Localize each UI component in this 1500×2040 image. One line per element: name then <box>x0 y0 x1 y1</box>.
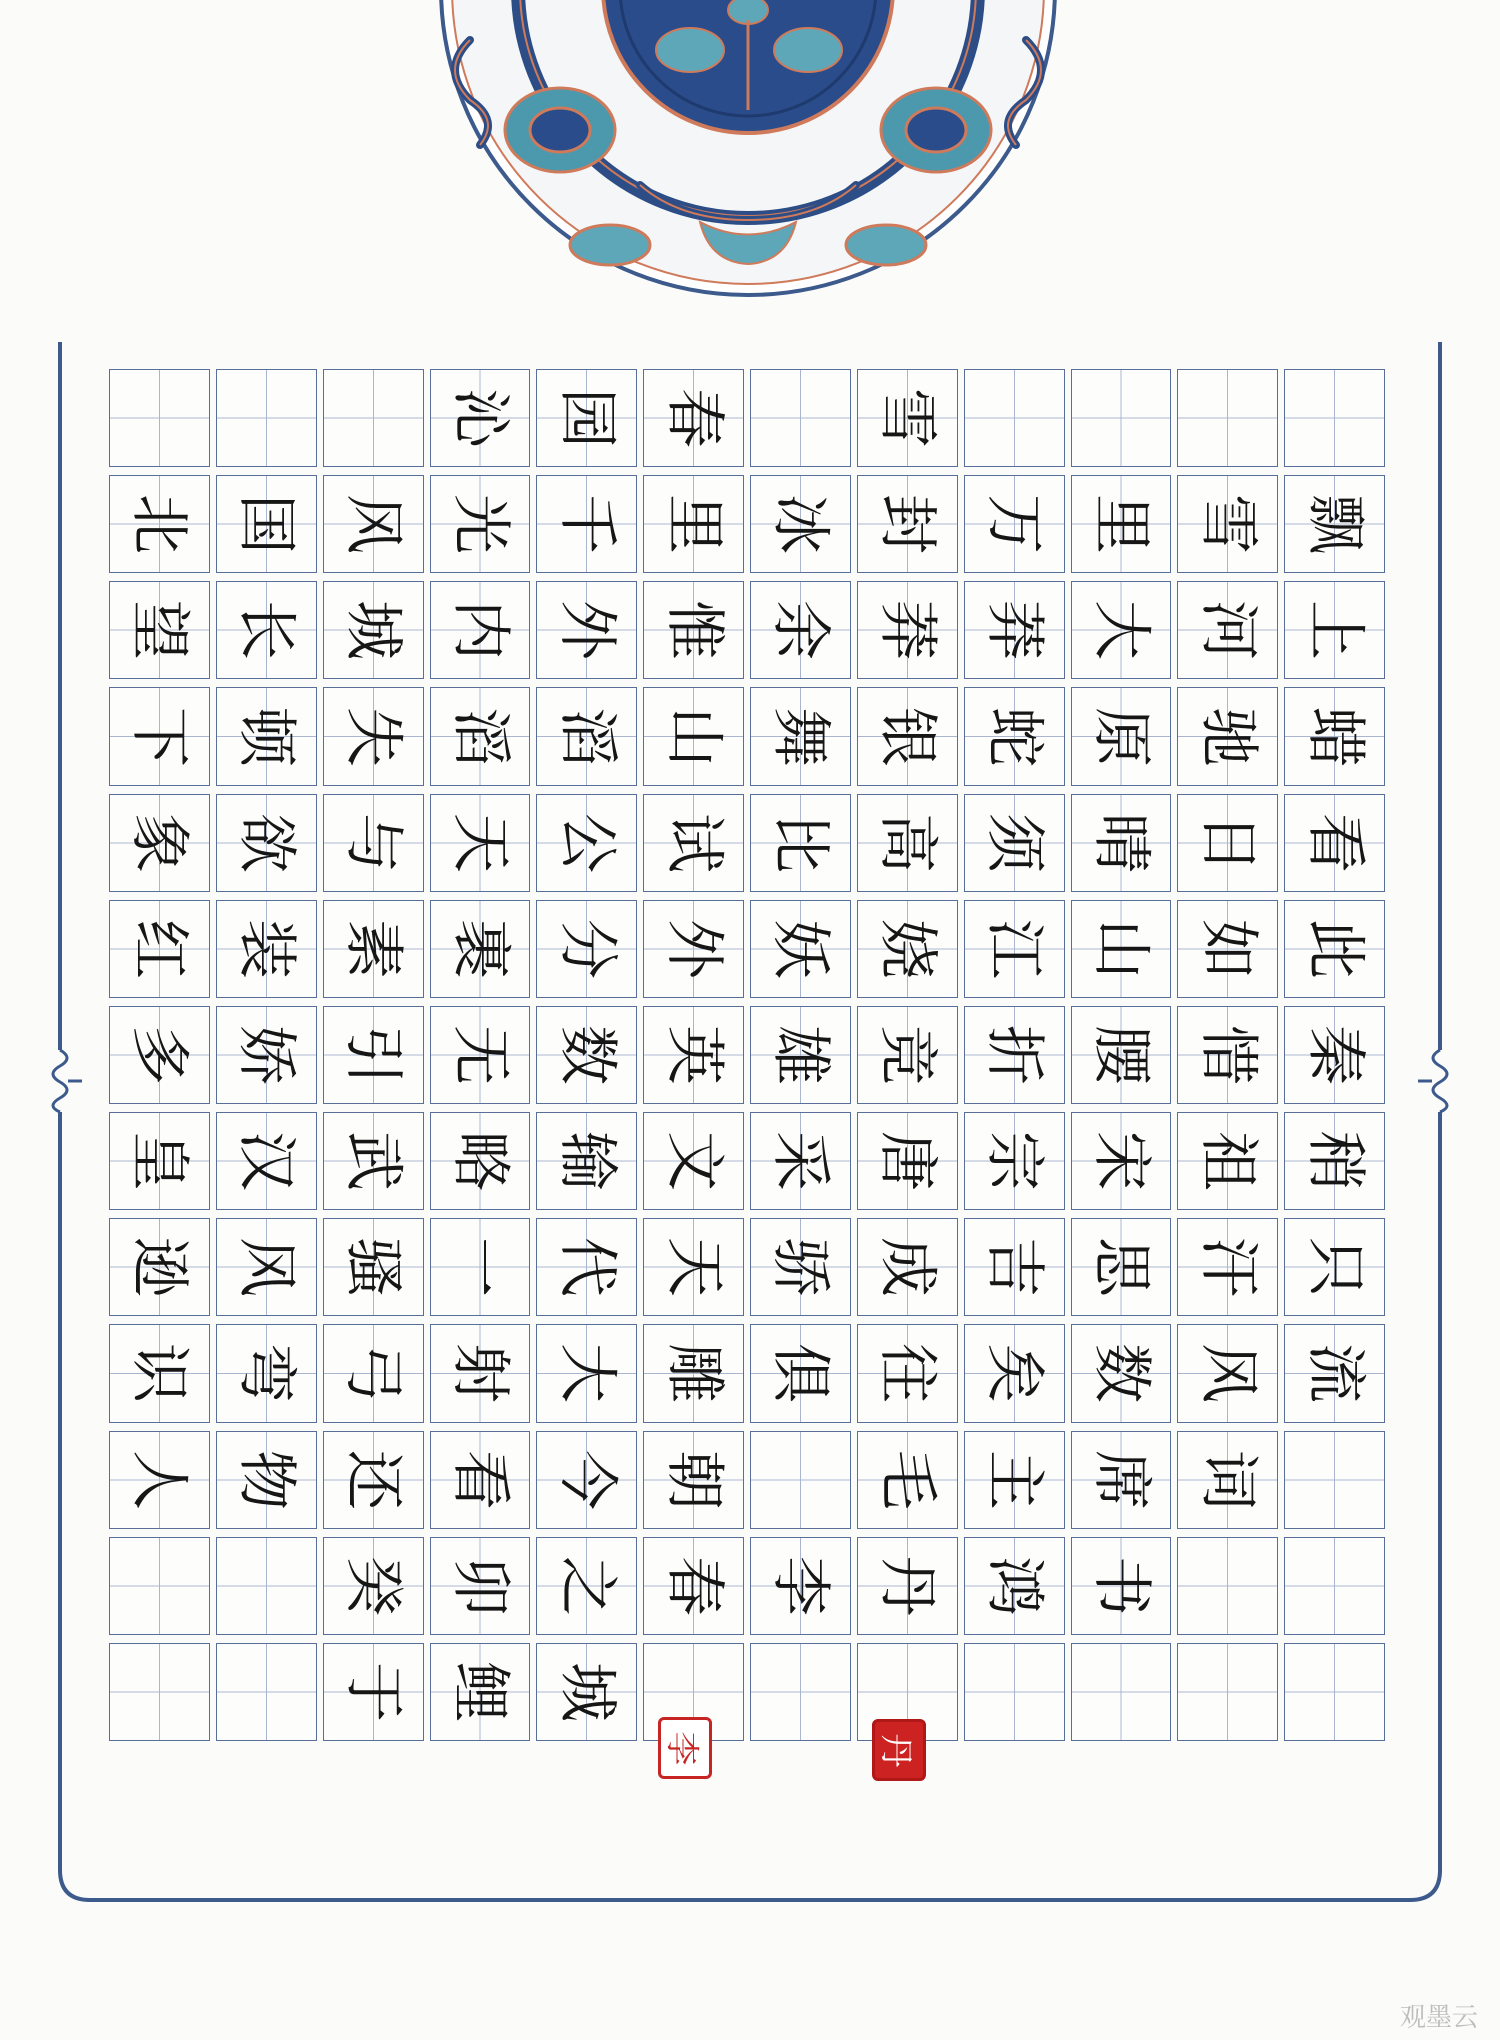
grid-cell <box>964 900 1065 998</box>
grid-cell <box>857 1537 958 1635</box>
calligraphy-character: 宗 <box>979 1131 1050 1192</box>
calligraphy-character: 多 <box>124 1024 195 1085</box>
calligraphy-character: 封 <box>872 494 943 555</box>
calligraphy-character: 日 <box>1192 812 1263 873</box>
calligraphy-character: 内 <box>444 600 515 661</box>
grid-cell <box>216 1643 317 1741</box>
grid-cell <box>750 369 851 467</box>
grid-cell <box>1071 1537 1172 1635</box>
calligraphy-character: 春 <box>658 1555 729 1616</box>
calligraphy-character: 望 <box>124 600 195 661</box>
calligraphy-character: 驰 <box>1192 706 1263 767</box>
calligraphy-character: 卯 <box>444 1555 515 1616</box>
grid-cell <box>536 1006 637 1104</box>
calligraphy-character: 丹 <box>872 1555 943 1616</box>
grid-cell <box>1071 1006 1172 1104</box>
grid-cell <box>750 900 851 998</box>
calligraphy-character: 国 <box>231 494 302 555</box>
calligraphy-character: 娇 <box>231 1024 302 1085</box>
calligraphy-character: 书 <box>1085 1555 1156 1616</box>
calligraphy-character: 只 <box>1299 1237 1370 1298</box>
calligraphy-character: 代 <box>551 1237 622 1298</box>
grid-cell <box>1284 1112 1385 1210</box>
grid-cell <box>536 1112 637 1210</box>
grid-cell <box>323 1324 424 1422</box>
grid-cell <box>109 687 210 785</box>
calligraphy-character: 之 <box>551 1555 622 1616</box>
grid-cell <box>750 1112 851 1210</box>
calligraphy-character: 往 <box>872 1343 943 1404</box>
grid-cell <box>216 369 317 467</box>
grid-cell <box>536 475 637 573</box>
calligraphy-character: 公 <box>551 812 622 873</box>
calligraphy-character: 武 <box>338 1131 409 1192</box>
calligraphy-character: 城 <box>551 1661 622 1722</box>
grid-cell <box>1177 1112 1278 1210</box>
grid-cell <box>857 475 958 573</box>
grid-cell <box>216 1112 317 1210</box>
calligraphy-character: 英 <box>658 1024 729 1085</box>
calligraphy-character: 飘 <box>1299 494 1370 555</box>
grid-cell <box>109 1324 210 1422</box>
grid-cell <box>750 1006 851 1104</box>
grid-cell <box>857 900 958 998</box>
grid-cell <box>964 1006 1065 1104</box>
grid-cell <box>1284 1643 1385 1741</box>
grid-cell <box>643 475 744 573</box>
calligraphy-character: 俱 <box>765 1343 836 1404</box>
calligraphy-character: 汗 <box>1192 1237 1263 1298</box>
grid-cell <box>857 1431 958 1529</box>
grid-cell <box>1071 794 1172 892</box>
calligraphy-character: 雄 <box>765 1024 836 1085</box>
grid-cell <box>1071 1643 1172 1741</box>
grid-cell <box>1177 475 1278 573</box>
grid-cell <box>216 1431 317 1529</box>
grid-cell <box>216 1218 317 1316</box>
calligraphy-character: 看 <box>1299 812 1370 873</box>
calligraphy-character: 唐 <box>872 1131 943 1192</box>
calligraphy-character: 山 <box>658 706 729 767</box>
calligraphy-character: 河 <box>1192 600 1263 661</box>
calligraphy-character: 竞 <box>872 1024 943 1085</box>
calligraphy-character: 红 <box>124 918 195 979</box>
calligraphy-character: 城 <box>338 600 409 661</box>
grid-cell <box>216 1537 317 1635</box>
grid-cell <box>323 794 424 892</box>
grid-cell <box>109 475 210 573</box>
calligraphy-character: 汉 <box>231 1131 302 1192</box>
grid-cell <box>1284 369 1385 467</box>
grid-cell <box>109 794 210 892</box>
grid-cell <box>643 1112 744 1210</box>
calligraphy-character: 天 <box>658 1237 729 1298</box>
calligraphy-character: 象 <box>124 812 195 873</box>
grid-cell <box>323 1112 424 1210</box>
calligraphy-character: 席 <box>1085 1449 1156 1510</box>
calligraphy-character: 看 <box>444 1449 515 1510</box>
calligraphy-character: 大 <box>1085 600 1156 661</box>
grid-cell <box>750 475 851 573</box>
grid-cell <box>964 794 1065 892</box>
grid-cell <box>1071 369 1172 467</box>
grid-cell <box>750 1431 851 1529</box>
grid-cell <box>1284 1431 1385 1529</box>
grid-cell <box>964 1431 1065 1529</box>
calligraphy-character: 皇 <box>124 1131 195 1192</box>
grid-cell <box>643 1218 744 1316</box>
calligraphy-character: 成 <box>872 1237 943 1298</box>
grid-cell <box>430 687 531 785</box>
calligraphy-character: 上 <box>1299 600 1370 661</box>
seal-stamp-dan <box>872 1719 926 1781</box>
seal-character: 李 <box>661 1731 702 1765</box>
calligraphy-character: 物 <box>231 1449 302 1510</box>
calligraphy-character: 蜡 <box>1299 706 1370 767</box>
calligraphy-character: 一 <box>444 1237 515 1298</box>
calligraphy-character: 北 <box>124 494 195 555</box>
grid-cell <box>643 687 744 785</box>
calligraphy-character: 惟 <box>658 600 729 661</box>
grid-cell <box>216 794 317 892</box>
calligraphy-character: 余 <box>765 600 836 661</box>
calligraphy-character: 略 <box>444 1131 515 1192</box>
calligraphy-character: 弓 <box>338 1343 409 1404</box>
calligraphy-character: 风 <box>231 1237 302 1298</box>
grid-cell <box>1177 581 1278 679</box>
calligraphy-character: 晴 <box>1085 812 1156 873</box>
calligraphy-character: 春 <box>658 388 729 449</box>
grid-cell <box>857 1218 958 1316</box>
grid-cell <box>643 794 744 892</box>
grid-cell <box>536 900 637 998</box>
calligraphy-character: 大 <box>551 1343 622 1404</box>
grid-cell <box>109 1218 210 1316</box>
grid-cell <box>109 1537 210 1635</box>
calligraphy-character: 无 <box>444 1024 515 1085</box>
grid-cell <box>323 1006 424 1104</box>
grid-cell <box>964 1324 1065 1422</box>
calligraphy-character: 秦 <box>1299 1024 1370 1085</box>
grid-cell <box>750 794 851 892</box>
calligraphy-character: 娆 <box>872 918 943 979</box>
grid-cell <box>430 1112 531 1210</box>
grid-cell <box>323 1431 424 1529</box>
grid-cell <box>536 687 637 785</box>
grid-cell <box>1071 1324 1172 1422</box>
grid-cell <box>750 687 851 785</box>
calligraphy-character: 原 <box>1085 706 1156 767</box>
calligraphy-character: 数 <box>551 1024 622 1085</box>
grid-cell <box>857 1006 958 1104</box>
calligraphy-character: 祖 <box>1192 1131 1263 1192</box>
calligraphy-character: 江 <box>979 918 1050 979</box>
grid-cell <box>536 1537 637 1635</box>
grid-cell <box>216 475 317 573</box>
calligraphy-character: 弯 <box>231 1343 302 1404</box>
calligraphy-character: 腰 <box>1085 1024 1156 1085</box>
calligraphy-character: 还 <box>338 1449 409 1510</box>
grid-cell <box>857 1112 958 1210</box>
grid-cell <box>857 369 958 467</box>
calligraphy-character: 逊 <box>124 1237 195 1298</box>
grid-cell <box>430 900 531 998</box>
grid-cell <box>643 581 744 679</box>
grid-cell <box>1071 1112 1172 1210</box>
calligraphy-character: 如 <box>1192 918 1263 979</box>
grid-cell <box>1071 581 1172 679</box>
calligraphy-character: 文 <box>658 1131 729 1192</box>
grid-cell <box>536 1324 637 1422</box>
grid-cell <box>750 581 851 679</box>
grid-cell <box>857 687 958 785</box>
grid-cell <box>964 1112 1065 1210</box>
calligraphy-character: 分 <box>551 918 622 979</box>
grid-cell <box>1284 1537 1385 1635</box>
grid-cell <box>643 900 744 998</box>
grid-cell <box>1071 687 1172 785</box>
grid-cell <box>1284 900 1385 998</box>
grid-cell <box>430 1643 531 1741</box>
calligraphy-character: 数 <box>1085 1343 1156 1404</box>
grid-cell <box>1177 1324 1278 1422</box>
grid-cell <box>109 1112 210 1210</box>
calligraphy-character: 比 <box>765 812 836 873</box>
calligraphy-character: 于 <box>338 1661 409 1722</box>
grid-cell <box>750 1218 851 1316</box>
grid-cell <box>430 581 531 679</box>
grid-cell <box>216 687 317 785</box>
grid-cell <box>1071 900 1172 998</box>
calligraphy-character: 冰 <box>765 494 836 555</box>
grid-cell <box>1177 369 1278 467</box>
calligraphy-character: 鲤 <box>444 1661 515 1722</box>
grid-cell <box>323 1643 424 1741</box>
grid-cell <box>1284 581 1385 679</box>
calligraphy-character: 雕 <box>658 1343 729 1404</box>
calligraphy-character: 滔 <box>551 706 622 767</box>
grid-cell <box>964 1537 1065 1635</box>
calligraphy-character: 今 <box>551 1449 622 1510</box>
calligraphy-character: 宋 <box>1085 1131 1156 1192</box>
grid-cell <box>1284 475 1385 573</box>
grid-cell <box>109 900 210 998</box>
grid-cell <box>643 1537 744 1635</box>
grid-cell <box>430 794 531 892</box>
calligraphy-character: 此 <box>1299 918 1370 979</box>
calligraphy-character: 莽 <box>979 600 1050 661</box>
calligraphy-character: 风 <box>1192 1343 1263 1404</box>
grid-cell <box>1284 794 1385 892</box>
grid-cell <box>536 1643 637 1741</box>
calligraphy-character: 莽 <box>872 600 943 661</box>
grid-cell <box>216 1324 317 1422</box>
grid-cell <box>109 369 210 467</box>
calligraphy-character: 长 <box>231 600 302 661</box>
calligraphy-character: 妖 <box>765 918 836 979</box>
grid-cell <box>1177 1431 1278 1529</box>
calligraphy-character: 蛇 <box>979 706 1050 767</box>
calligraphy-character: 外 <box>551 600 622 661</box>
grid-cell <box>430 1537 531 1635</box>
grid-cell <box>323 687 424 785</box>
grid-cell <box>216 581 317 679</box>
grid-cell <box>964 369 1065 467</box>
grid-cell <box>323 581 424 679</box>
calligraphy-character: 思 <box>1085 1237 1156 1298</box>
grid-cell <box>1284 1006 1385 1104</box>
grid-cell <box>750 1324 851 1422</box>
calligraphy-character: 鸿 <box>979 1555 1050 1616</box>
calligraphy-character: 风 <box>338 494 409 555</box>
calligraphy-character: 词 <box>1192 1449 1263 1510</box>
grid-cell <box>536 794 637 892</box>
watermark-text: 观墨云 <box>1399 2003 1478 2033</box>
calligraphy-character: 采 <box>765 1131 836 1192</box>
calligraphy-character: 折 <box>979 1024 1050 1085</box>
grid-cell <box>430 1006 531 1104</box>
grid-cell <box>1071 1431 1172 1529</box>
calligraphy-character: 吉 <box>979 1237 1050 1298</box>
grid-cell <box>430 1431 531 1529</box>
calligraphy-character: 癸 <box>338 1555 409 1616</box>
calligraphy-character: 装 <box>231 918 302 979</box>
grid-cell <box>1177 794 1278 892</box>
calligraphy-character: 山 <box>1085 918 1156 979</box>
calligraphy-character: 滔 <box>444 706 515 767</box>
grid-cell <box>536 581 637 679</box>
calligraphy-character: 裹 <box>444 918 515 979</box>
calligraphy-character: 骄 <box>765 1237 836 1298</box>
calligraphy-character: 失 <box>338 706 409 767</box>
grid-cell <box>1177 900 1278 998</box>
calligraphy-character: 里 <box>658 494 729 555</box>
calligraphy-character: 射 <box>444 1343 515 1404</box>
calligraphy-character: 李 <box>765 1555 836 1616</box>
seal-stamp-li <box>658 1717 712 1779</box>
grid-cell <box>750 1643 851 1741</box>
grid-cell <box>964 687 1065 785</box>
grid-cell <box>430 369 531 467</box>
grid-cell <box>430 1324 531 1422</box>
grid-cell <box>109 1643 210 1741</box>
grid-cell <box>109 581 210 679</box>
calligraphy-character: 人 <box>124 1449 195 1510</box>
grid-cell <box>643 1006 744 1104</box>
grid-cell <box>857 1324 958 1422</box>
grid-cell <box>964 1218 1065 1316</box>
grid-cell <box>323 1218 424 1316</box>
calligraphy-character: 里 <box>1085 494 1156 555</box>
grid-cell <box>216 1006 317 1104</box>
calligraphy-character: 主 <box>979 1449 1050 1510</box>
calligraphy-character: 须 <box>979 812 1050 873</box>
calligraphy-character: 朝 <box>658 1449 729 1510</box>
calligraphy-character: 外 <box>658 918 729 979</box>
grid-cell <box>323 1537 424 1635</box>
calligraphy-character: 高 <box>872 812 943 873</box>
grid-cell <box>964 581 1065 679</box>
grid-cell <box>643 1324 744 1422</box>
grid-cell <box>857 794 958 892</box>
calligraphy-character: 雪 <box>872 388 943 449</box>
grid-cell <box>323 900 424 998</box>
grid-cell <box>1177 1006 1278 1104</box>
calligraphy-character: 识 <box>124 1343 195 1404</box>
calligraphy-character: 流 <box>1299 1343 1370 1404</box>
grid-cell <box>1177 1537 1278 1635</box>
calligraphy-character: 沁 <box>444 388 515 449</box>
calligraphy-character: 千 <box>551 494 622 555</box>
calligraphy-character: 矣 <box>979 1343 1050 1404</box>
grid-cell <box>536 1218 637 1316</box>
grid-cell <box>643 369 744 467</box>
grid-cell <box>430 475 531 573</box>
calligraphy-character: 输 <box>551 1131 622 1192</box>
calligraphy-character: 素 <box>338 918 409 979</box>
calligraphy-character: 天 <box>444 812 515 873</box>
grid-cell <box>964 1643 1065 1741</box>
grid-cell <box>323 369 424 467</box>
grid-cell <box>109 1006 210 1104</box>
grid-cell <box>643 1431 744 1529</box>
grid-cell <box>750 1537 851 1635</box>
grid-cell <box>430 1218 531 1316</box>
seal-character: 丹 <box>875 1733 916 1767</box>
grid-cell <box>1284 687 1385 785</box>
calligraphy-character: 引 <box>338 1024 409 1085</box>
calligraphy-character: 雪 <box>1192 494 1263 555</box>
grid-cell <box>109 1431 210 1529</box>
calligraphy-character: 试 <box>658 812 729 873</box>
calligraphy-character: 银 <box>872 706 943 767</box>
grid-cell <box>1071 475 1172 573</box>
calligraphy-character: 骚 <box>338 1237 409 1298</box>
calligraphy-character: 毛 <box>872 1449 943 1510</box>
grid-cell <box>1071 1218 1172 1316</box>
calligraphy-character: 下 <box>124 706 195 767</box>
grid-cell <box>857 581 958 679</box>
grid-cell <box>1284 1324 1385 1422</box>
calligraphy-character: 惜 <box>1192 1024 1263 1085</box>
calligraphy-character: 欲 <box>231 812 302 873</box>
grid-cell <box>536 369 637 467</box>
calligraphy-character: 舞 <box>765 706 836 767</box>
grid-cell <box>1177 1218 1278 1316</box>
grid-cell <box>1177 687 1278 785</box>
calligraphy-character: 顿 <box>231 706 302 767</box>
grid-cell <box>1284 1218 1385 1316</box>
grid-cell <box>323 475 424 573</box>
calligraphy-character: 稍 <box>1299 1131 1370 1192</box>
grid-cell <box>536 1431 637 1529</box>
grid-cell <box>216 900 317 998</box>
grid-cell <box>964 475 1065 573</box>
calligraphy-character: 光 <box>444 494 515 555</box>
calligraphy-character: 万 <box>979 494 1050 555</box>
grid-cell <box>1177 1643 1278 1741</box>
character-grid <box>106 365 1388 1745</box>
calligraphy-character: 与 <box>338 812 409 873</box>
calligraphy-character: 园 <box>551 388 622 449</box>
